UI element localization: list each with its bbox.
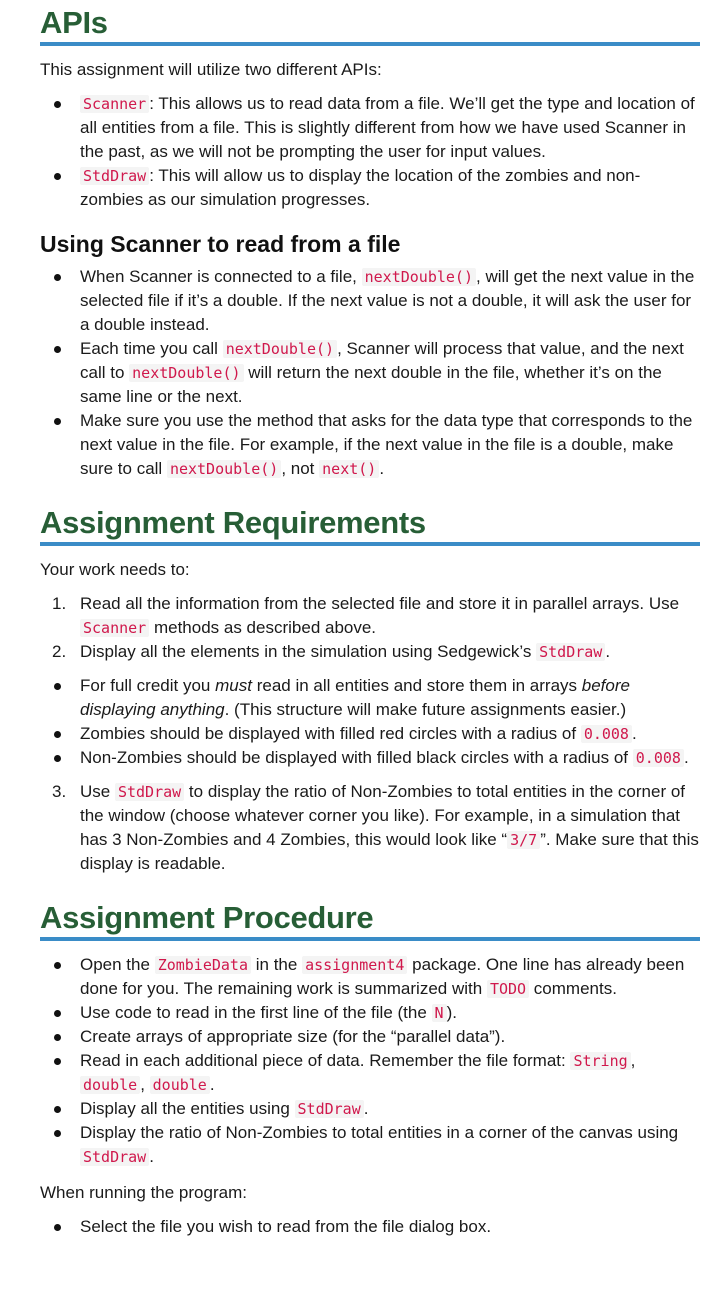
apis-list <box>40 92 700 212</box>
inline-code: TODO <box>487 980 529 998</box>
apis-heading: APIs <box>40 0 700 46</box>
scanner-section-heading: Using Scanner to read from a file <box>40 231 401 257</box>
list-item: Open the ZombieData in the assignment4 package. One line has already been done for you. The remaining work is summarized with TODO comments. <box>40 953 700 1001</box>
inline-code: nextDouble() <box>362 268 476 286</box>
requirements-heading: Assignment Requirements <box>40 504 700 546</box>
inline-code: String <box>570 1052 630 1070</box>
inline-code: next() <box>319 460 379 478</box>
list-item: 2. Display all the elements in the simulation using Sedgewick’s StdDraw . <box>52 642 611 661</box>
running-intro: When running the program: <box>40 1183 247 1202</box>
requirements-sublist <box>40 674 700 770</box>
inline-code: assignment4 <box>302 956 407 974</box>
requirements-intro: Your work needs to: <box>40 560 190 579</box>
inline-code: StdDraw <box>80 1148 149 1166</box>
list-item: Use code to read in the first line of the file (the N ). <box>40 1001 700 1025</box>
list-item: Create arrays of appropriate size (for the “parallel data”). <box>40 1025 700 1049</box>
inline-code: 0.008 <box>581 725 632 743</box>
running-list <box>40 1215 700 1239</box>
inline-code: StdDraw <box>115 783 184 801</box>
list-item: Select the file you wish to read from the file dialog box. <box>40 1215 700 1239</box>
scanner-code: Scanner <box>80 95 149 113</box>
inline-code: 3/7 <box>507 831 540 849</box>
requirements-list-a <box>40 592 700 664</box>
list-item: Non-Zombies should be displayed with filled black circles with a radius of 0.008 . <box>40 746 700 770</box>
stddraw-code: StdDraw <box>80 167 149 185</box>
list-item: Display the ratio of Non-Zombies to total entities in a corner of the canvas using StdDraw . <box>40 1121 700 1169</box>
inline-code: ZombieData <box>155 956 251 974</box>
inline-code: nextDouble() <box>129 364 243 382</box>
list-item: When Scanner is connected to a file, nextDouble() , will get the next value in the selected file if it’s a double. If the next value is not a double, it will ask the user for a double instead. <box>40 265 700 337</box>
list-item: 1. Read all the information from the selected file and store it in parallel arrays. Use Scanner methods as described above. <box>52 594 680 637</box>
apis-intro: This assignment will utilize two different APIs: <box>40 60 382 79</box>
inline-code: double <box>150 1076 210 1094</box>
requirements-list-b <box>40 780 700 876</box>
inline-code: 0.008 <box>633 749 684 767</box>
inline-code: N <box>432 1004 447 1022</box>
procedure-heading: Assignment Procedure <box>40 899 700 941</box>
list-item: StdDraw : This will allow us to display the location of the zombies and non-zombies as our simulation progresses. <box>40 164 700 212</box>
procedure-list <box>40 953 700 1169</box>
list-item: Zombies should be displayed with filled red circles with a radius of 0.008 . <box>40 722 700 746</box>
inline-code: nextDouble() <box>167 460 281 478</box>
list-item: Display all the entities using StdDraw . <box>40 1097 700 1121</box>
list-item: Scanner : This allows us to read data from a file. We’ll get the type and location of all entities from a file. This is slightly different from how we have used Scanner in the past, as we will not be prompting the user for input values. <box>40 92 700 164</box>
list-item: For full credit you must read in all entities and store them in arrays before displaying anything. (This structure will make future assignments easier.) <box>40 674 700 722</box>
scanner-list <box>40 265 700 481</box>
inline-code: double <box>80 1076 140 1094</box>
inline-code: StdDraw <box>295 1100 364 1118</box>
list-item: 3. Use StdDraw to display the ratio of Non-Zombies to total entities in the corner of the window (choose whatever corner you like). For example, in a simulation that has 3 Non-Zombies and 4 Zombies, this would look like “ 3/7 ”. Make sure that this display is readable. <box>52 782 699 873</box>
list-item: Make sure you use the method that asks for the data type that corresponds to the next value in the file. For example, if the next value in the file is a double, make sure to call nextDouble() , not next() . <box>40 409 700 481</box>
inline-code: StdDraw <box>536 643 605 661</box>
inline-code: nextDouble() <box>223 340 337 358</box>
inline-code: Scanner <box>80 619 149 637</box>
list-item: Read in each additional piece of data. Remember the file format: String , double , double . <box>40 1049 700 1097</box>
list-item: Each time you call nextDouble() , Scanner will process that value, and the next call to nextDouble() will return the next double in the file, whether it’s on the same line or the next. <box>40 337 700 409</box>
